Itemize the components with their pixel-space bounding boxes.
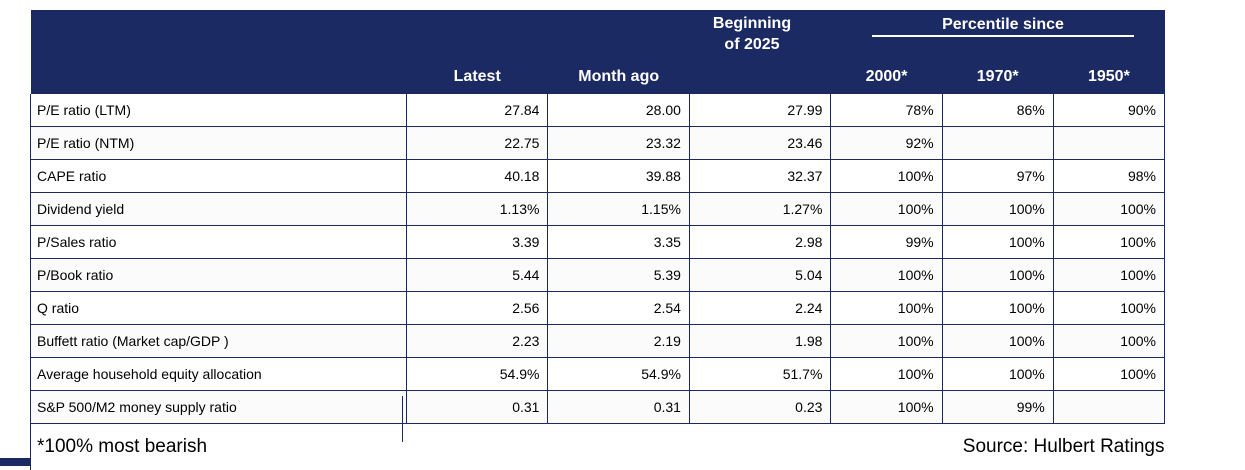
cell-pct-2000: 100% [831,325,942,358]
row-label: Q ratio [31,292,407,325]
cell-pct-1950: 98% [1053,160,1164,193]
cell-pct-2000: 99% [831,226,942,259]
row-label: CAPE ratio [31,160,407,193]
column-header-latest: Latest [406,10,547,94]
table-row [31,160,1165,193]
table-row [31,259,1165,292]
column-header-percentile-1970: 1970* [942,10,1053,94]
cell-beginning-2025: 1.98 [689,325,830,358]
cell-beginning-2025: 51.7% [689,358,830,391]
column-header-month-ago: Month ago [548,10,689,94]
cell-beginning-2025: 0.23 [689,391,830,424]
cell-pct-1970: 97% [942,160,1053,193]
column-header-percentile-1950: 1950* [1053,10,1164,94]
column-header-beginning-of-2025 [689,10,830,94]
cell-pct-1970: 100% [942,193,1053,226]
table-row [31,193,1165,226]
row-label: S&P 500/M2 money supply ratio [31,391,407,424]
cell-pct-2000: 100% [831,358,942,391]
row-label: Buffett ratio (Market cap/GDP ) [31,325,407,358]
source-text: Source: Hulbert Ratings [406,424,1164,470]
cell-pct-1950 [1053,391,1164,424]
cell-pct-1950: 100% [1053,358,1164,391]
cell-month-ago: 23.32 [548,127,689,160]
footer-divider [402,396,403,442]
table-row [31,94,1165,127]
valuation-indicators-table [30,10,1165,470]
row-label: P/E ratio (LTM) [31,94,407,127]
table-row [31,226,1165,259]
cell-latest: 2.56 [406,292,547,325]
cell-pct-2000: 100% [831,160,942,193]
cell-pct-1970: 86% [942,94,1053,127]
cell-pct-1970: 100% [942,259,1053,292]
cell-beginning-2025: 32.37 [689,160,830,193]
cell-pct-1950: 100% [1053,325,1164,358]
column-header-indicator [31,10,407,94]
table-row [31,292,1165,325]
beginning-line2: of 2025 [682,35,822,56]
cell-pct-2000: 100% [831,259,942,292]
table-row [31,358,1165,391]
row-label: P/Sales ratio [31,226,407,259]
cell-beginning-2025: 2.98 [689,226,830,259]
cell-latest: 1.13% [406,193,547,226]
cell-latest: 0.31 [406,391,547,424]
cell-month-ago: 5.39 [548,259,689,292]
cell-pct-2000: 100% [831,391,942,424]
cell-latest: 40.18 [406,160,547,193]
cell-month-ago: 39.88 [548,160,689,193]
cell-pct-1950 [1053,127,1164,160]
bottom-edge-sliver [0,458,30,466]
cell-pct-1950: 100% [1053,292,1164,325]
cell-month-ago: 54.9% [548,358,689,391]
cell-beginning-2025: 1.27% [689,193,830,226]
cell-month-ago: 28.00 [548,94,689,127]
table-body [31,94,1165,470]
cell-latest: 54.9% [406,358,547,391]
footnote-text: *100% most bearish [31,424,407,470]
cell-pct-1950: 90% [1053,94,1164,127]
table-header [31,10,1165,94]
table-row [31,391,1165,424]
cell-latest: 3.39 [406,226,547,259]
row-label: P/Book ratio [31,259,407,292]
cell-pct-1970: 100% [942,358,1053,391]
cell-month-ago: 2.19 [548,325,689,358]
cell-pct-1970: 100% [942,292,1053,325]
cell-pct-2000: 100% [831,292,942,325]
table-row [31,127,1165,160]
percentile-group-header: Percentile since [872,16,1134,37]
beginning-line1: Beginning [682,14,822,35]
cell-latest: 2.23 [406,325,547,358]
cell-pct-1970: 100% [942,325,1053,358]
cell-month-ago: 0.31 [548,391,689,424]
cell-pct-1970 [942,127,1053,160]
cell-month-ago: 3.35 [548,226,689,259]
cell-month-ago: 1.15% [548,193,689,226]
row-label: Dividend yield [31,193,407,226]
cell-pct-1950: 100% [1053,259,1164,292]
cell-pct-2000: 92% [831,127,942,160]
cell-beginning-2025: 2.24 [689,292,830,325]
cell-latest: 22.75 [406,127,547,160]
table-header-row [31,10,1165,94]
cell-latest: 5.44 [406,259,547,292]
cell-pct-1970: 99% [942,391,1053,424]
cell-pct-1950: 100% [1053,226,1164,259]
cell-pct-2000: 100% [831,193,942,226]
cell-beginning-2025: 5.04 [689,259,830,292]
table-footer-row [31,424,1165,470]
cell-beginning-2025: 23.46 [689,127,830,160]
column-header-percentile-2000: 2000* [831,10,942,94]
cell-pct-1950: 100% [1053,193,1164,226]
row-label: Average household equity allocation [31,358,407,391]
table-row [31,325,1165,358]
cell-latest: 27.84 [406,94,547,127]
cell-pct-2000: 78% [831,94,942,127]
row-label: P/E ratio (NTM) [31,127,407,160]
cell-month-ago: 2.54 [548,292,689,325]
cell-pct-1970: 100% [942,226,1053,259]
cell-beginning-2025: 27.99 [689,94,830,127]
